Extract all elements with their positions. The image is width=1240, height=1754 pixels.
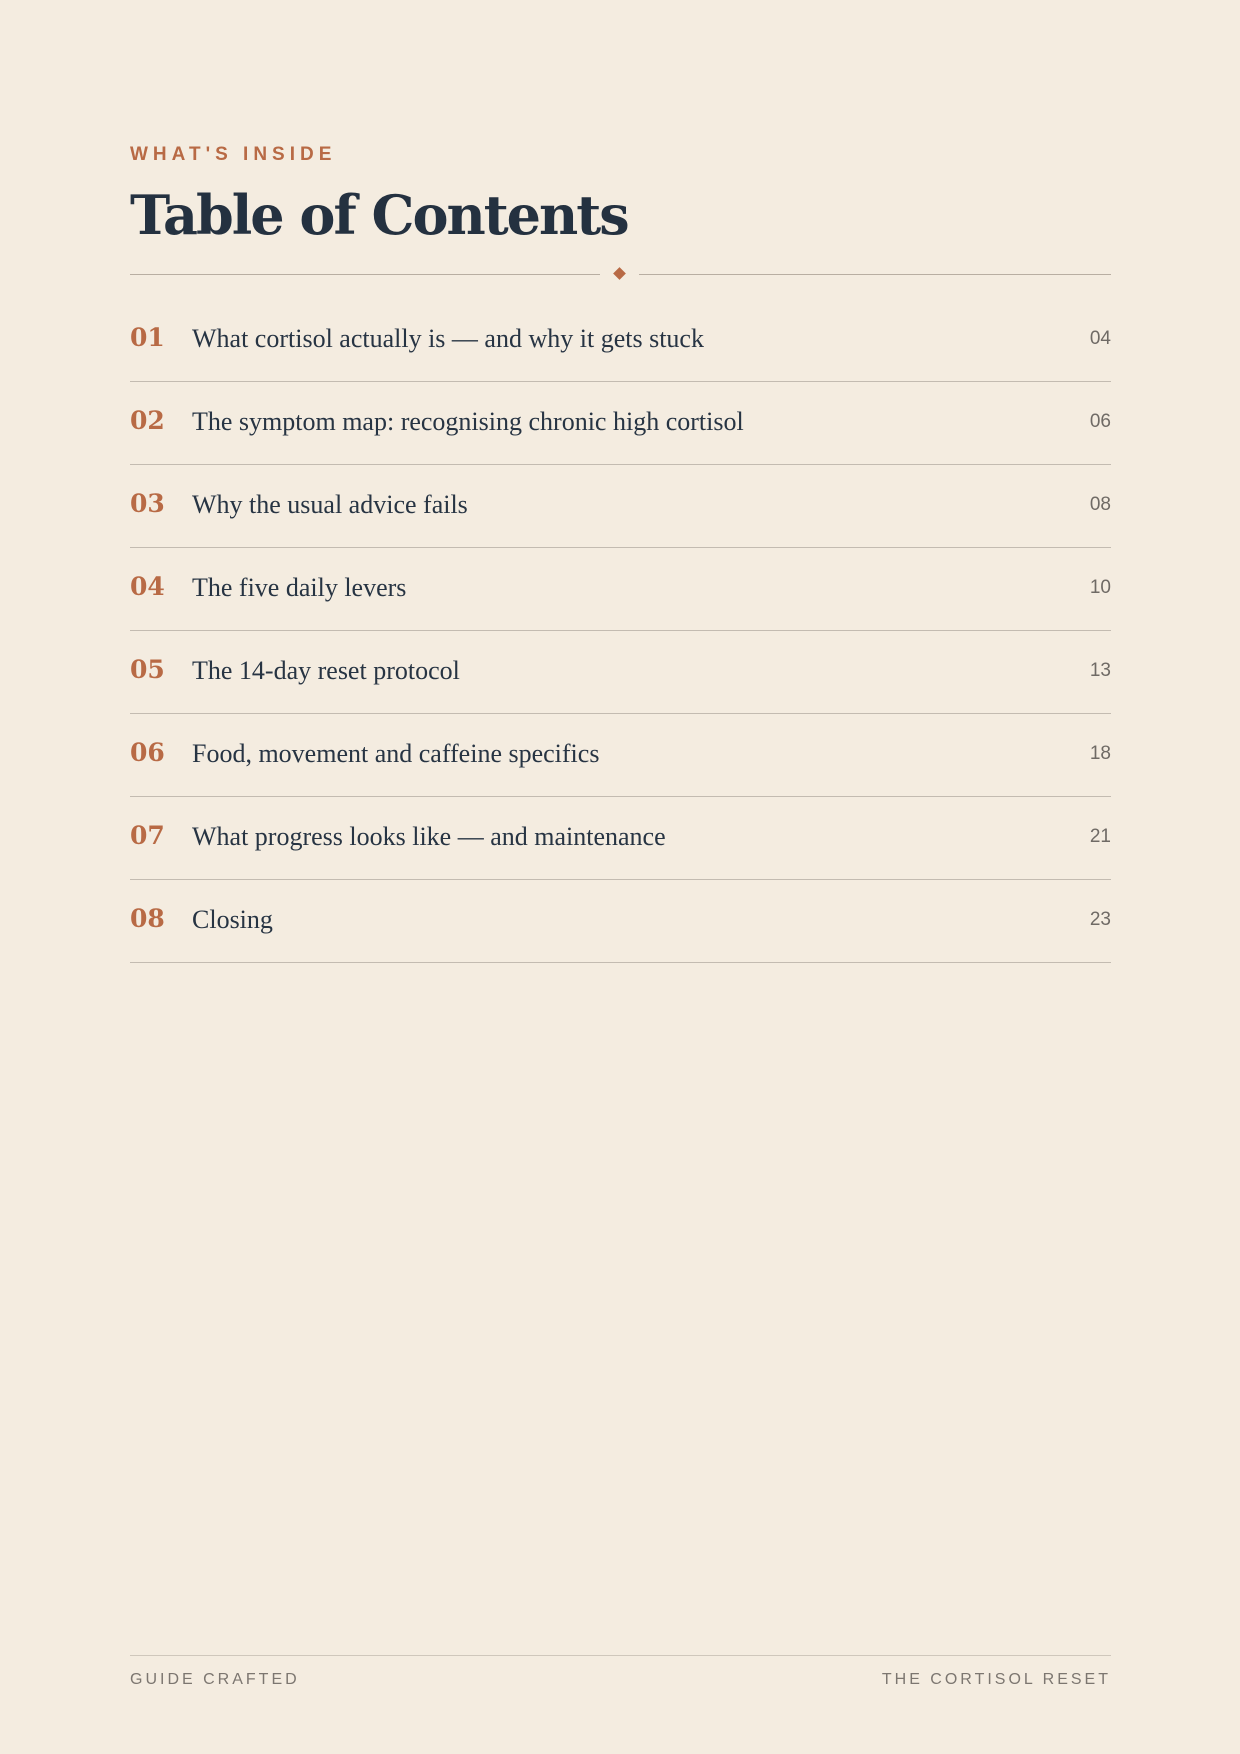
eyebrow-label: WHAT'S INSIDE <box>130 144 337 165</box>
toc-entry-number: 04 <box>130 572 165 601</box>
ornament-divider <box>130 274 1111 276</box>
toc-entry-title: Closing <box>192 905 273 934</box>
toc-entry[interactable] <box>130 465 1111 548</box>
divider-line-right <box>639 274 1111 275</box>
divider-line-left <box>130 274 600 275</box>
toc-entry-number: 02 <box>130 406 165 435</box>
toc-entry[interactable] <box>130 382 1111 465</box>
toc-entry-page: 10 <box>1089 577 1111 598</box>
toc-entry[interactable] <box>130 880 1111 963</box>
toc-entry-page: 06 <box>1089 411 1111 432</box>
toc-entry-number: 08 <box>130 904 165 933</box>
toc-entry-number: 01 <box>130 323 165 352</box>
toc-entry-title: The symptom map: recognising chronic high cortisol <box>192 407 744 436</box>
toc-entry-number: 07 <box>130 821 165 850</box>
diamond-icon <box>613 267 626 280</box>
toc-entry[interactable] <box>130 631 1111 714</box>
toc-entry-page: 13 <box>1089 660 1111 681</box>
toc-entry-title: The five daily levers <box>192 573 407 602</box>
toc-entry[interactable] <box>130 714 1111 797</box>
page-footer <box>130 1655 1111 1688</box>
toc-entry-page: 04 <box>1089 328 1111 349</box>
toc-entry-page: 21 <box>1089 826 1111 847</box>
toc-entry-page: 08 <box>1089 494 1111 515</box>
toc-entry-title: Food, movement and caffeine specifics <box>192 739 600 768</box>
page-title: Table of Contents <box>130 183 628 247</box>
toc-entry-number: 03 <box>130 489 165 518</box>
toc-entry-page: 23 <box>1089 909 1111 930</box>
toc-entry-title: What cortisol actually is — and why it gets stuck <box>192 324 704 353</box>
toc-entry-page: 18 <box>1089 743 1111 764</box>
footer-right-text: THE CORTISOL RESET <box>881 1671 1111 1688</box>
toc-page <box>130 0 1111 1754</box>
toc-entry[interactable] <box>130 299 1111 382</box>
toc-list <box>130 299 1111 963</box>
toc-entry-number: 05 <box>130 655 165 684</box>
toc-entry[interactable] <box>130 797 1111 880</box>
toc-entry[interactable] <box>130 548 1111 631</box>
toc-entry-title: Why the usual advice fails <box>192 490 468 519</box>
toc-entry-title: The 14-day reset protocol <box>192 656 460 685</box>
toc-entry-number: 06 <box>130 738 165 767</box>
toc-entry-title: What progress looks like — and maintenance <box>192 822 666 851</box>
footer-left-text: GUIDE CRAFTED <box>130 1671 300 1688</box>
